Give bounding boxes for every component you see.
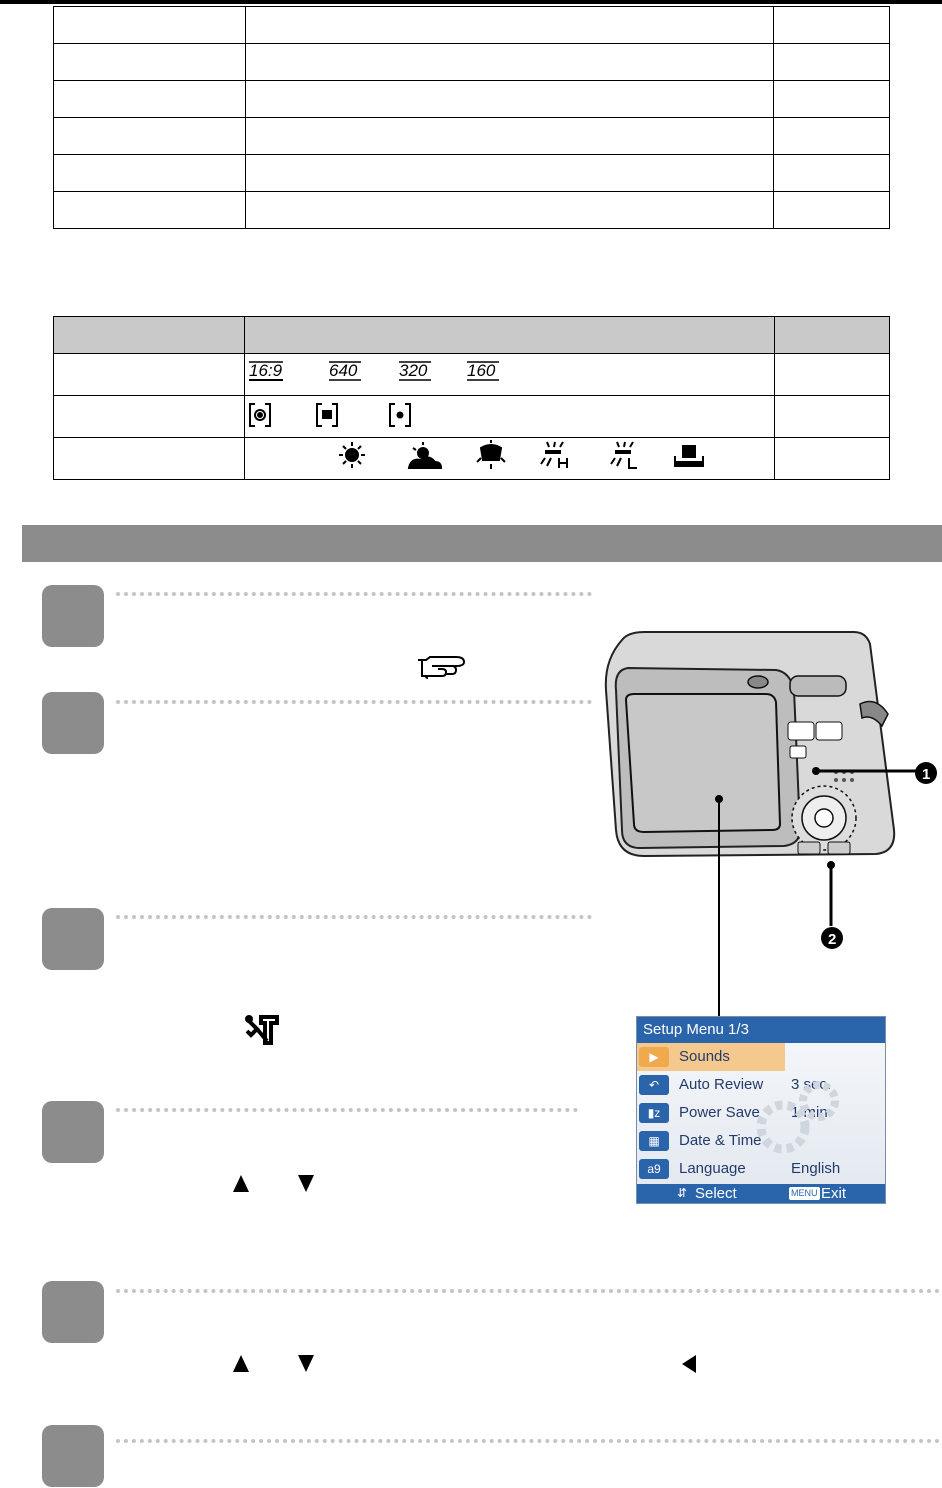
lcd-menu-title: Setup Menu 1/3 — [637, 1017, 885, 1043]
step-2-dots — [116, 700, 592, 704]
pointing-hand-icon — [412, 654, 472, 682]
step-5-arrows — [230, 1352, 710, 1376]
footer-exit-label: Exit — [821, 1185, 847, 1202]
callout-lines — [700, 760, 942, 1020]
speaker-icon: ▶ — [639, 1047, 669, 1067]
center-metering-icon — [317, 404, 337, 426]
lcd-item-value: 1 min. — [791, 1104, 832, 1121]
battery-zz-icon: ▮z — [639, 1103, 669, 1123]
spot-metering-icon — [390, 404, 410, 426]
review-icon: ↶ — [639, 1075, 669, 1095]
lcd-item-sounds[interactable] — [637, 1043, 785, 1071]
fluorescent-h-icon — [541, 442, 567, 468]
size-160-icon: 160 — [466, 361, 496, 380]
lcd-footer — [637, 1184, 885, 1203]
svg-text:1: 1 — [922, 766, 931, 783]
down-arrow-icon — [298, 1175, 314, 1192]
step-5-dots — [116, 1289, 940, 1293]
lcd-item-label: Power Save — [679, 1104, 760, 1121]
up-arrow-icon — [233, 1355, 249, 1372]
calendar-icon: ▦ — [639, 1131, 669, 1151]
settings-table-1 — [53, 6, 890, 229]
white-balance-icons — [245, 438, 725, 474]
menu-badge: MENU — [791, 1188, 818, 1198]
svg-text:2: 2 — [828, 931, 837, 948]
size-row — [54, 354, 890, 396]
metering-row — [54, 396, 890, 438]
metering-icons — [245, 396, 465, 432]
daylight-icon — [339, 442, 365, 468]
lcd-item-label: Date & Time — [679, 1132, 762, 1149]
footer-select-label: Select — [695, 1185, 737, 1202]
language-icon: a9 — [639, 1159, 669, 1179]
step-2-box — [42, 692, 104, 754]
step-3-dots — [116, 915, 592, 919]
step-6-dots — [116, 1439, 940, 1443]
cloudy-icon — [409, 442, 441, 468]
size-320-icon: 320 — [398, 361, 428, 380]
lcd-setup-menu — [636, 1016, 886, 1204]
lcd-item-label: Language — [679, 1160, 746, 1177]
size-16-9-icon: 16:9 — [248, 361, 283, 380]
step-5-box — [42, 1281, 104, 1343]
lcd-item-value: English — [791, 1160, 841, 1177]
section-header-bar — [22, 525, 942, 562]
white-balance-row — [54, 438, 890, 480]
step-4-dots — [116, 1108, 578, 1112]
step-6-box — [42, 1425, 104, 1487]
size-640-icon: 640 — [328, 361, 358, 380]
tungsten-icon — [477, 440, 505, 469]
down-arrow-icon — [298, 1355, 314, 1372]
settings-table-2 — [53, 316, 890, 480]
step-3-box — [42, 908, 104, 970]
lcd-item-label: Sounds — [679, 1048, 730, 1065]
size-icons — [245, 354, 525, 390]
top-rule — [0, 0, 942, 4]
setup-tool-icon — [243, 1013, 283, 1049]
lcd-item-label: Auto Review — [679, 1076, 764, 1093]
table-header-row — [54, 317, 890, 354]
custom-wb-icon — [675, 446, 703, 466]
step-1-dots — [116, 592, 592, 596]
updown-arrows-icon: ⇵ — [677, 1186, 688, 1200]
step-4-box — [42, 1101, 104, 1163]
lcd-item-value: 3 sec. — [791, 1076, 832, 1093]
up-arrow-icon — [233, 1175, 249, 1192]
multi-metering-icon — [250, 404, 270, 426]
left-arrow-icon — [682, 1355, 696, 1373]
step-4-arrows — [230, 1172, 330, 1232]
fluorescent-l-icon — [611, 442, 637, 468]
step-1-box — [42, 585, 104, 647]
gears-watermark-icon — [749, 1077, 845, 1161]
